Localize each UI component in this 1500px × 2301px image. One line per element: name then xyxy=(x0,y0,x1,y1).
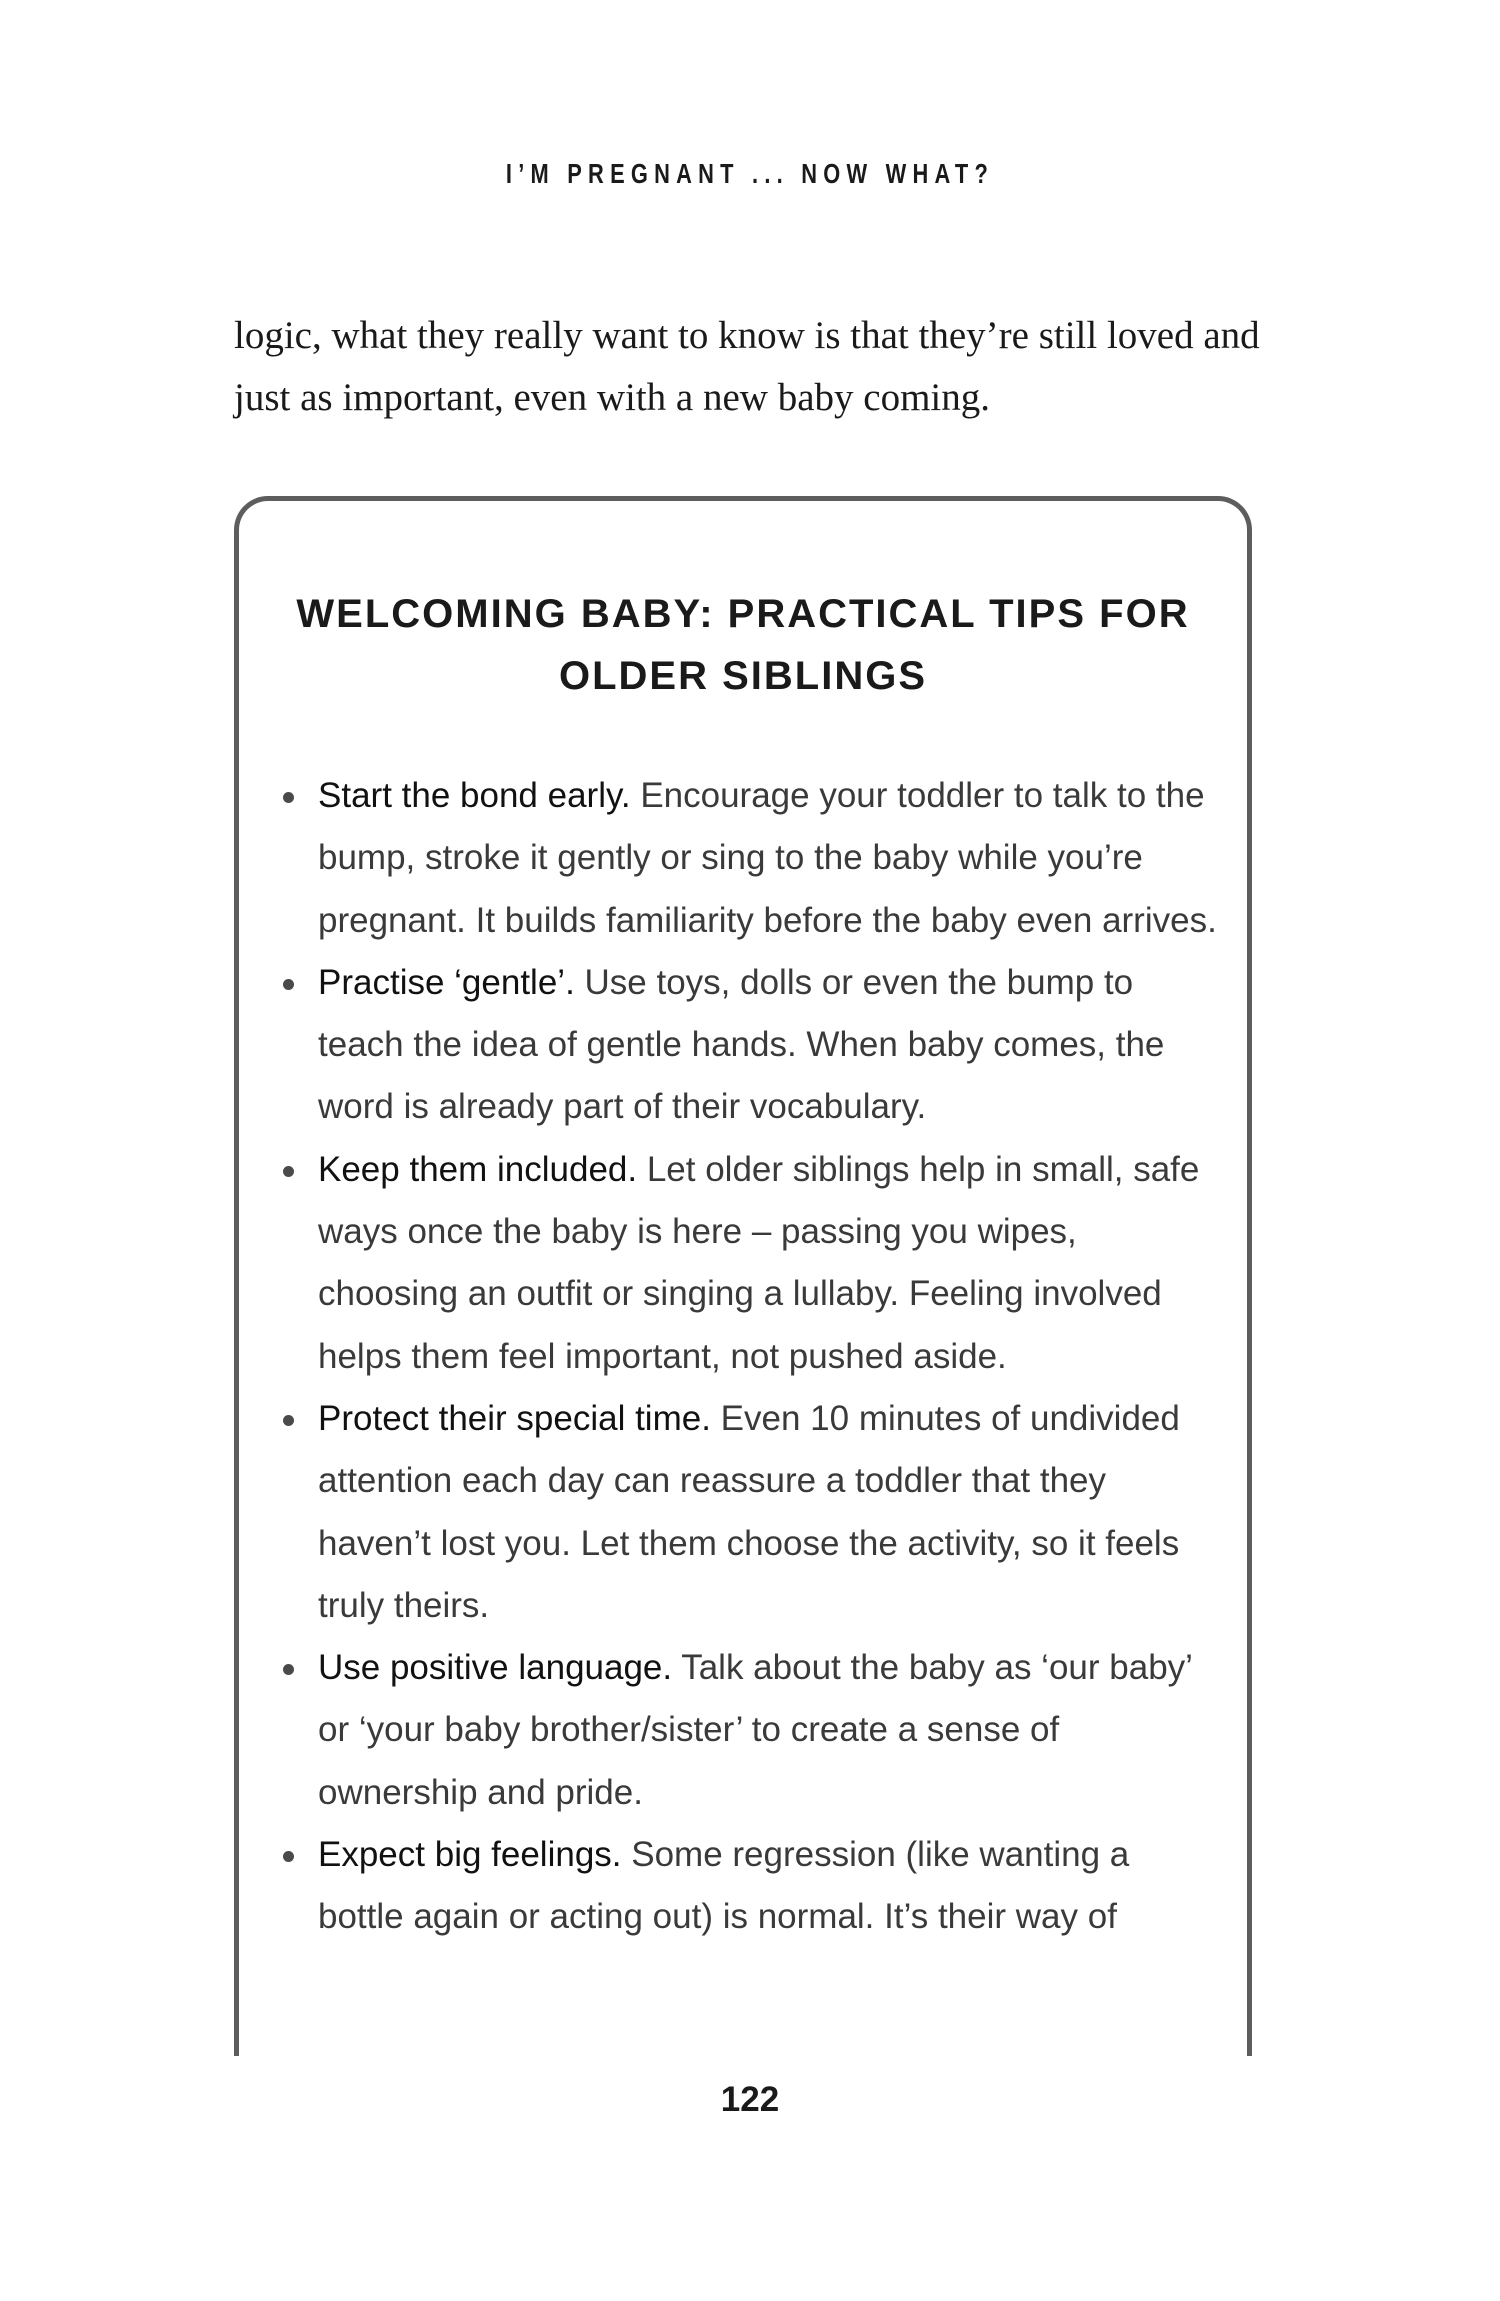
tip-item xyxy=(239,1824,1247,1949)
tip-item xyxy=(239,952,1247,1139)
tip-lead: Keep them included. xyxy=(318,1149,638,1189)
tip-body: Let older siblings help in small, safe ways once the baby is here – passing you wipes, choosing an outfit or singing a lullaby. Feeling involved helps them feel important, not pushed aside. xyxy=(318,1149,1200,1376)
tip-lead: Use positive language. xyxy=(318,1648,673,1688)
bullet-icon xyxy=(283,979,294,990)
running-head: I’M PREGNANT ... NOW WHAT? xyxy=(505,158,995,189)
tip-item xyxy=(239,1139,1247,1388)
tip-lead: Practise ‘gentle’. xyxy=(318,962,575,1002)
bullet-icon xyxy=(283,1664,294,1675)
tip-body: Talk about the baby as ‘our baby’ or ‘your baby brother/sister’ to create a sense of ownership and pride. xyxy=(318,1648,1192,1812)
bullet-icon xyxy=(283,1851,294,1862)
intro-paragraph: logic, what they really want to know is that they’re still loved and just as important, even with a new baby coming. xyxy=(234,314,1260,419)
tip-lead: Expect big feelings. xyxy=(318,1835,622,1875)
page-number: 122 xyxy=(720,2080,780,2119)
tip-body: Encourage your toddler to talk to the bump, stroke it gently or sing to the baby while you’re pregnant. It builds familiarity before the baby even arrives. xyxy=(318,776,1217,940)
tip-item xyxy=(239,1637,1247,1824)
tip-lead: Start the bond early. xyxy=(318,776,631,815)
bullet-icon xyxy=(283,1415,294,1426)
bullet-icon xyxy=(283,1166,294,1177)
tip-lead: Protect their special time. xyxy=(318,1398,711,1438)
tip-body: Some regression (like wanting a bottle again or acting out) is normal. It’s their way of xyxy=(318,1835,1130,1937)
tip-list xyxy=(239,765,1247,1949)
bullet-icon xyxy=(283,792,294,803)
tip-item xyxy=(239,1388,1247,1637)
tip-box-title: WELCOMING BABY: PRACTICAL TIPS FOR OLDER SIBLINGS xyxy=(296,592,1190,698)
tip-item xyxy=(239,765,1247,952)
tip-body: Use toys, dolls or even the bump to teach the idea of gentle hands. When baby comes, the word is already part of their vocabulary. xyxy=(318,962,1165,1127)
tip-box xyxy=(234,496,1252,2056)
tip-body: Even 10 minutes of undivided attention each day can reassure a toddler that they haven’t lost you. Let them choose the activity, so it feels truly theirs. xyxy=(318,1398,1180,1625)
